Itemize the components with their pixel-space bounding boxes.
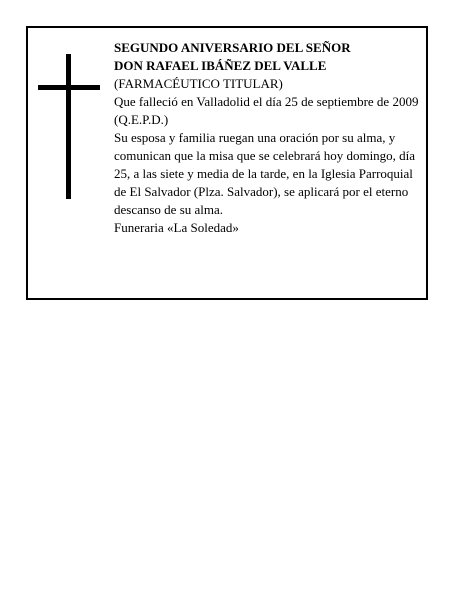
notice-profession: (FARMACÉUTICO TITULAR) [114,76,283,91]
cross-horizontal-bar [38,85,100,90]
notice-funeral-home: Funeraria «La Soledad» [114,220,239,235]
notice-text [114,39,419,237]
cross-icon [38,54,100,199]
notice-heading-line1: SEGUNDO ANIVERSARIO DEL SEÑOR [114,40,351,55]
obituary-notice [26,26,428,300]
notice-death-details: Que falleció en Valladolid el día 25 de septiembre de 2009 [114,94,419,109]
notice-heading-line2: DON RAFAEL IBÁÑEZ DEL VALLE [114,58,327,73]
notice-body: Su esposa y familia ruegan una oración por su alma, y comunican que la misa que se celebrará hoy domingo, día 25, a las siete y media de la tarde, en la Iglesia Parroquial de El Salvador (Plza. Salvador), se aplicará por el eterno descanso de su alma. [114,130,416,217]
notice-rip: (Q.E.P.D.) [114,112,169,127]
cross-vertical-bar [66,54,71,199]
